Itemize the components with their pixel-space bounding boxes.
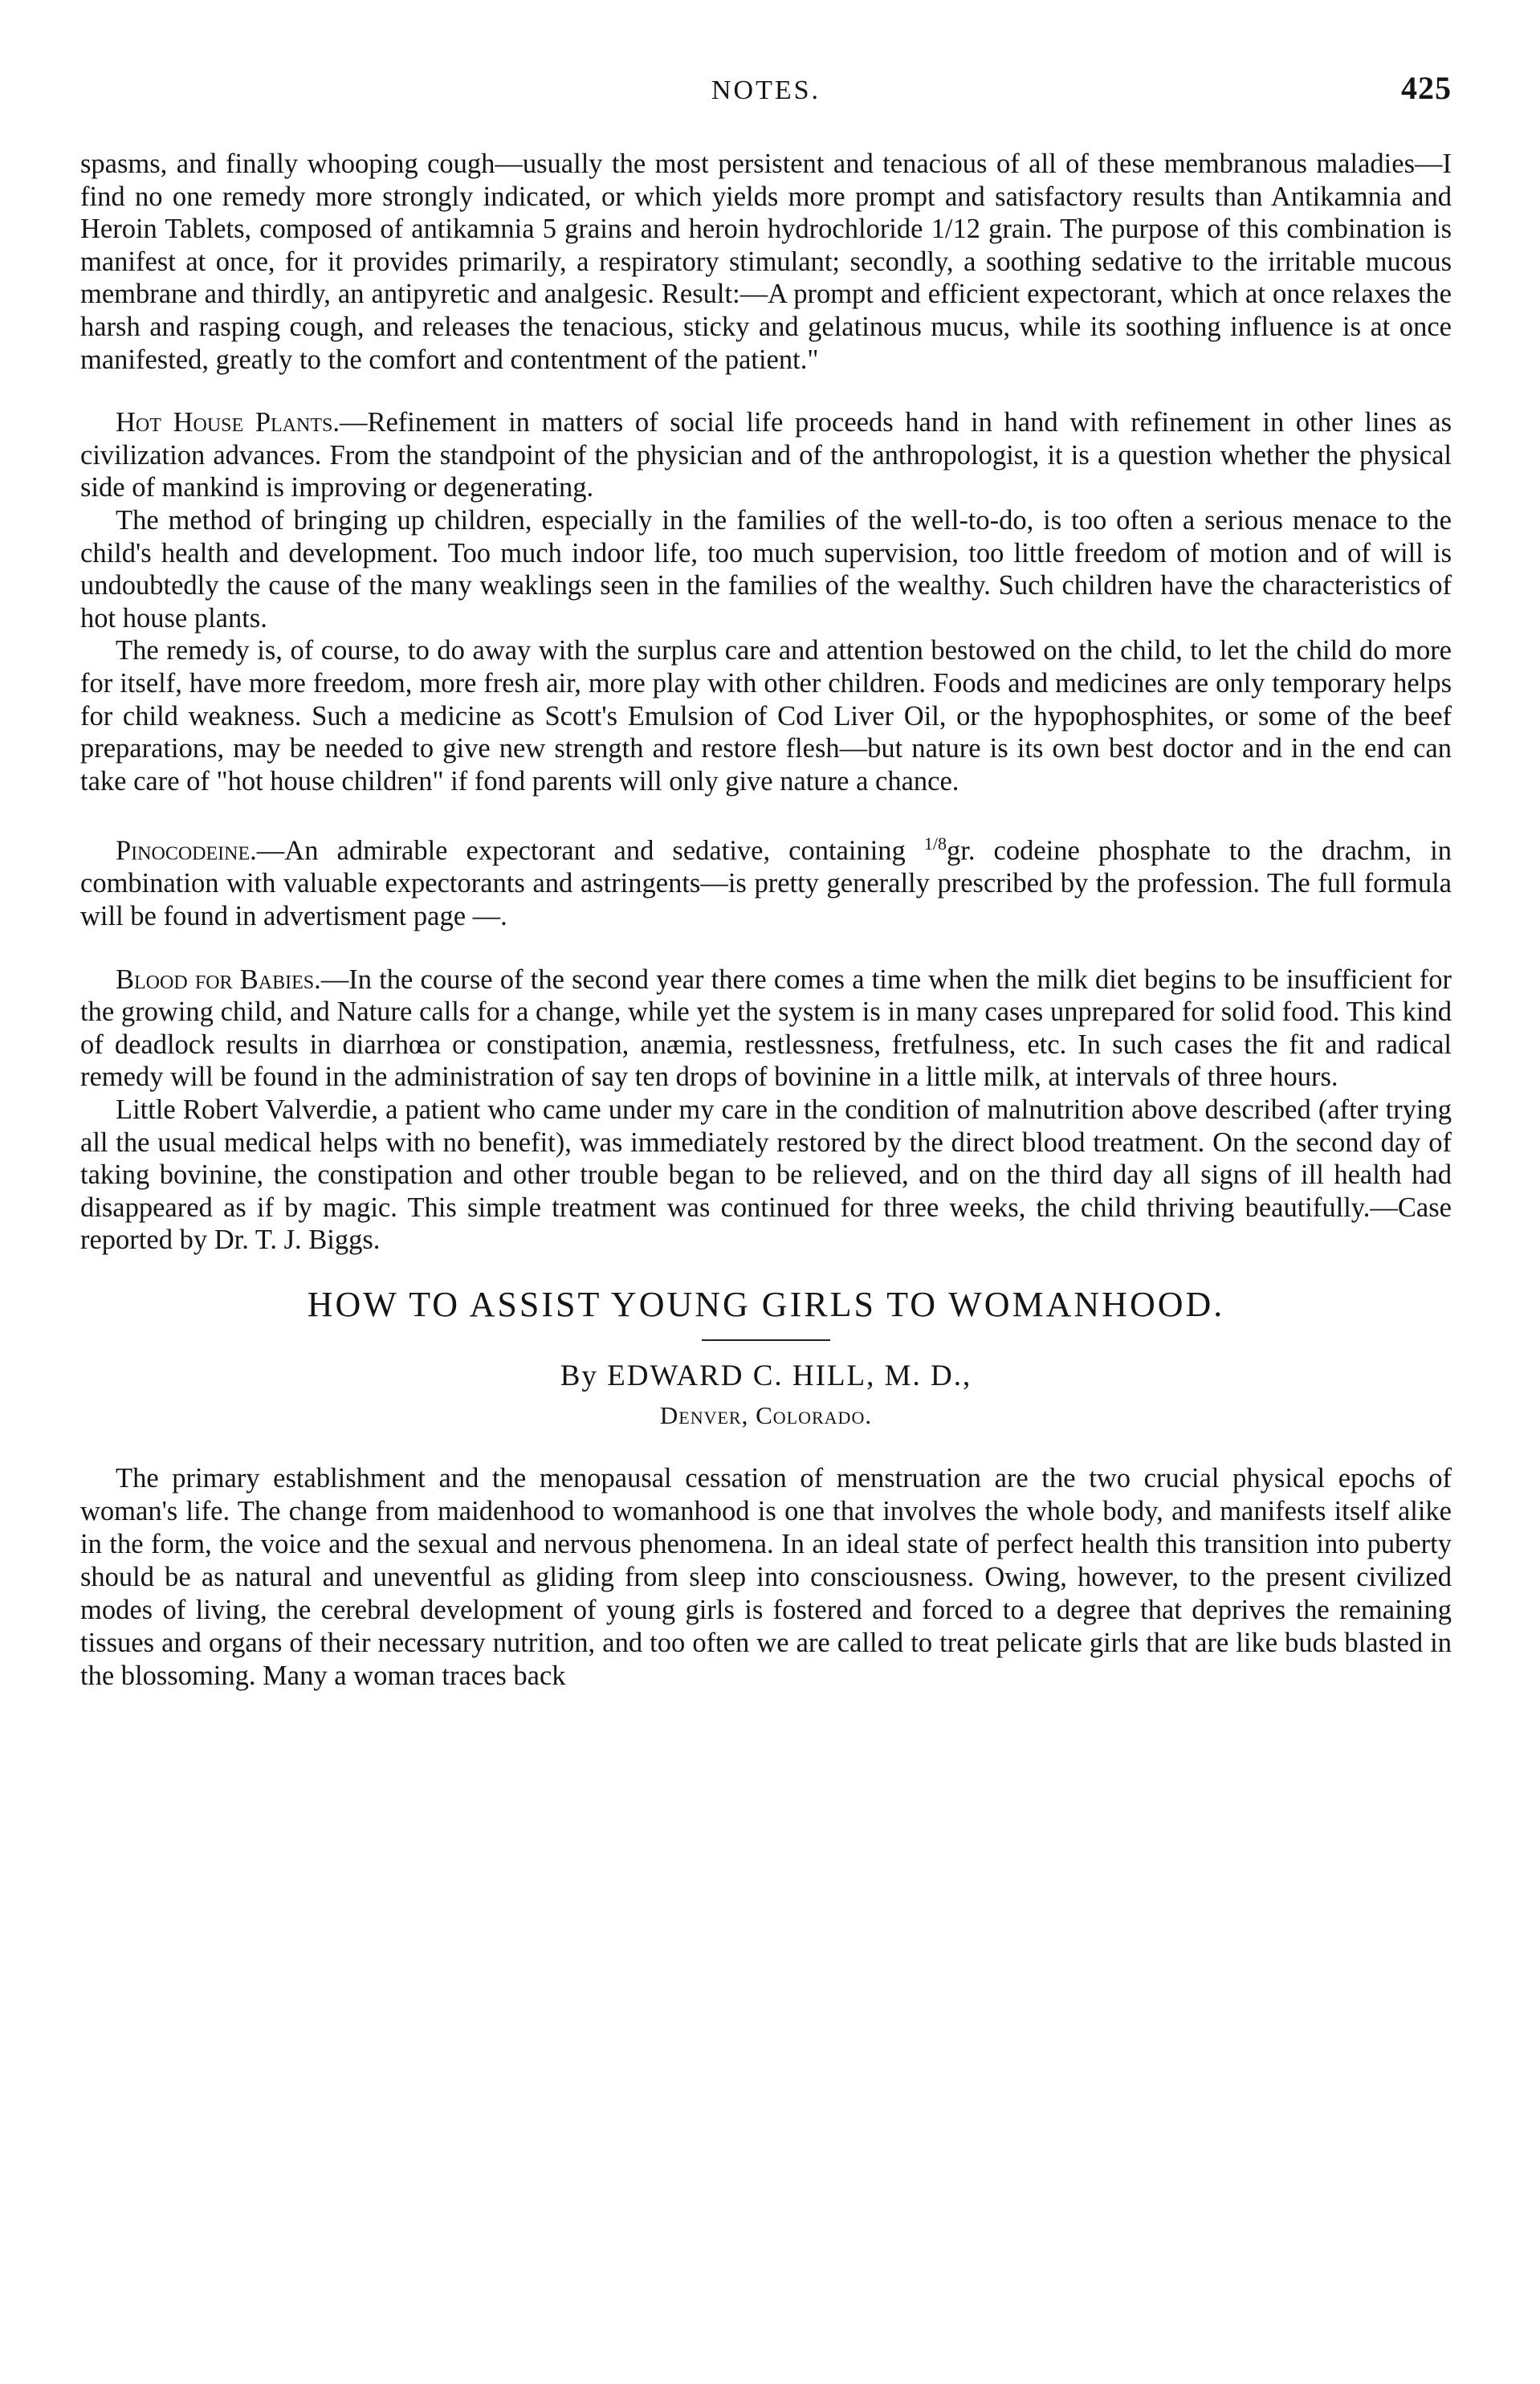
article-title: HOW TO ASSIST YOUNG GIRLS TO WOMANHOOD. [307, 1284, 1225, 1324]
pinocodeine-heading: Pinocodeine. [116, 835, 257, 866]
hot-house-paragraph-1 [80, 406, 1452, 504]
running-title: NOTES. [711, 75, 821, 105]
blood-for-babies-text-1: —In the course of the second year there comes a time when the milk diet begins to be insufficient for the growing child, and Nature calls for a change, while yet the system is in many cases unprepared for solid food. This kind of deadlock results in diarrhœa or constipation, anæmia, restlessness, fretfulness, etc. In such cases the fit and radical remedy will be found in the administration of say ten drops of bovinine in a little milk, at intervals of three hours. [80, 964, 1452, 1093]
section-gap [80, 933, 1452, 964]
pinocodeine-text-before: —An admirable expectorant and sedative, containing [256, 835, 924, 866]
section-gap [80, 797, 1452, 828]
article-paragraph: The primary establishment and the menopausal cessation of menstruation are the two crucial physical epochs of woman's life. The change from maidenhood to womanhood is one that involves the whole body, and manifests itself alike in the form, the voice and the sexual and nervous phenomena. In an ideal state of perfect health this transition into puberty should be as natural and uneventful as gliding from sleep into consciousness. Owing, however, to the present civilized modes of living, the cerebral development of young girls is fostered and forced to a degree that deprives the remaining tissues and organs of their necessary nutrition, and too often we are called to treat pelicate girls that are like buds blasted in the blossoming. Many a woman traces back [80, 1462, 1452, 1691]
pinocodeine-paragraph [80, 828, 1452, 932]
continuation-paragraph: spasms, and finally whooping cough—usually the most persistent and tenacious of all of these membranous maladies—I find no one remedy more strongly indicated, or which yields more prompt and satisfactory results than Antikamnia and Heroin Tablets, composed of antikamnia 5 grains and heroin hydrochloride 1/12 grain. The purpose of this combination is manifest at once, for it provides primarily, a respiratory stimulant; secondly, a soothing sedative to the irritable mucous membrane and thirdly, an antipyretic and analgesic. Result:—A prompt and efficient expectorant, which at once relaxes the harsh and rasping cough, and releases the tenacious, sticky and gelatinous mucus, while its soothing influence is at once manifested, greatly to the comfort and contentment of the patient." [80, 149, 1452, 375]
section-gap [80, 376, 1452, 406]
notes-body [80, 148, 1452, 1257]
title-rule [702, 1339, 830, 1341]
blood-for-babies-heading: Blood for Babies. [116, 964, 321, 995]
article-body [80, 1462, 1452, 1693]
page-header [80, 66, 1452, 114]
hot-house-paragraph-2: The method of bringing up children, especially in the families of the well-to-do, is too often a serious menace to the child's health and development. Too much indoor life, too much supervision, too little freedom of motion and of will is undoubtedly the cause of the many weaklings seen in the families of the wealthy. Such children have the characteristics of hot house plants. [80, 504, 1452, 634]
hot-house-paragraph-3: The remedy is, of course, to do away with the surplus care and attention bestowed on the child, to let the child do more for itself, have more freedom, more fresh air, more play with other children. Foods and medicines are only temporary helps for child weakness. Such a medicine as Scott's Emulsion of Cod Liver Oil, or the hypophosphites, or some of the beef preparations, may be needed to give new strength and restore flesh—but nature is its own best doctor and in the end can take care of "hot house children" if fond parents will only give nature a chance. [80, 635, 1452, 797]
article-byline: By EDWARD C. HILL, M. D., [560, 1359, 972, 1392]
article-location: Denver, Colorado. [659, 1400, 873, 1429]
pinocodeine-text-after: gr. codeine phosphate to the drachm, in combination with valuable expectorants and astringents—is pretty generally prescribed by the profession. The full formula will be found in advertisment page —. [80, 835, 1452, 931]
hot-house-text-1: —Refinement in matters of social life proceeds hand in hand with refinement in other lines as civilization advances. From the standpoint of the physician and of the anthropologist, it is a question whether the physical side of mankind is improving or degenerating. [80, 407, 1452, 503]
page-number: 425 [1401, 70, 1452, 106]
blood-for-babies-paragraph-1 [80, 964, 1452, 1094]
dose-fraction: 1/8 [923, 833, 947, 854]
hot-house-heading: Hot House Plants. [116, 407, 340, 438]
blood-for-babies-paragraph-2: Little Robert Valverdie, a patient who came under my care in the condition of malnutrition above described (after trying all the usual medical helps with no benefit), was immediately restored by the direct blood treatment. On the second day of taking bovinine, the constipation and other trouble began to be relieved, and on the third day all signs of ill health had disappeared as if by magic. This simple treatment was continued for three weeks, the child thriving beautifully.—Case reported by Dr. T. J. Biggs. [80, 1094, 1452, 1256]
